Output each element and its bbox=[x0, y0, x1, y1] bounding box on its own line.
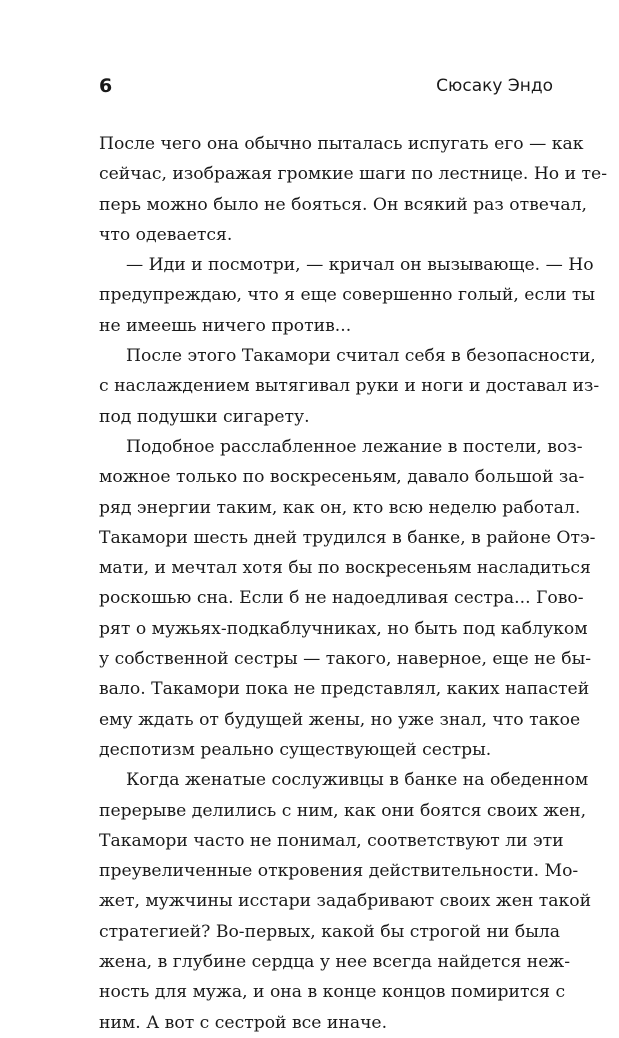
text-line: ним. А вот с сестрой все иначе. bbox=[99, 1012, 388, 1033]
text-line: предупреждаю, что я еще совершенно голый, если ты bbox=[99, 285, 596, 306]
text-line: под подушки сигарету. bbox=[99, 406, 310, 427]
text-line: у собственной сестры — такого, наверное, еще не бы- bbox=[99, 649, 592, 670]
body-text bbox=[99, 129, 608, 1038]
text-line: Когда женатые сослуживцы в банке на обеденном bbox=[126, 770, 589, 791]
text-line: После этого Такамори считал себя в безопасности, bbox=[126, 346, 596, 367]
text-line: рят о мужьях-подкаблучниках, но быть под каблуком bbox=[99, 618, 588, 639]
text-line: можное только по воскресеньям, давало большой за- bbox=[99, 467, 585, 488]
text-line: Такамори часто не понимал, соответствуют ли эти bbox=[99, 830, 564, 851]
text-line: — Иди и посмотри, — кричал он вызывающе. — Но bbox=[126, 255, 594, 276]
text-line: мати, и мечтал хотя бы по воскресеньям насладиться bbox=[99, 558, 591, 579]
text-line: вало. Такамори пока не представлял, каких напастей bbox=[99, 679, 590, 700]
text-line: не имеешь ничего против... bbox=[99, 315, 352, 336]
text-line: перь можно было не бояться. Он всякий раз отвечал, bbox=[99, 194, 587, 215]
text-line: стратегией? Во-первых, какой бы строгой ни была bbox=[99, 921, 561, 942]
text-line: преувеличенные откровения действительности. Мо- bbox=[99, 861, 579, 882]
text-line: Подобное расслабленное лежание в постели, воз- bbox=[126, 436, 583, 457]
text-line: что одевается. bbox=[99, 224, 233, 245]
text-line: сейчас, изображая громкие шаги по лестнице. Но и те- bbox=[99, 164, 608, 185]
text-line: перерыве делились с ним, как они боятся своих жен, bbox=[99, 800, 587, 821]
text-line: ряд энергии таким, как он, кто всю неделю работал. bbox=[99, 497, 581, 518]
text-line: жена, в глубине сердца у нее всегда найдется неж- bbox=[99, 952, 571, 973]
text-line: жет, мужчины исстари задабривают своих жен такой bbox=[99, 891, 592, 912]
page-number: 6 bbox=[99, 75, 113, 97]
text-line: ему ждать от будущей жены, но уже знал, что такое bbox=[99, 709, 581, 730]
text-line: ность для мужа, и она в конце концов помирится с bbox=[99, 982, 566, 1003]
text-line: роскошью сна. Если б не надоедливая сестра... Гово- bbox=[99, 588, 584, 609]
running-head-author: Сюсаку Эндо bbox=[436, 76, 553, 96]
text-line: с наслаждением вытягивал руки и ноги и доставал из- bbox=[99, 376, 600, 397]
text-line: Такамори шесть дней трудился в банке, в районе Отэ- bbox=[99, 527, 596, 548]
text-line: После чего она обычно пыталась испугать его — как bbox=[99, 134, 584, 154]
text-line: деспотизм реально существующей сестры. bbox=[99, 739, 492, 760]
